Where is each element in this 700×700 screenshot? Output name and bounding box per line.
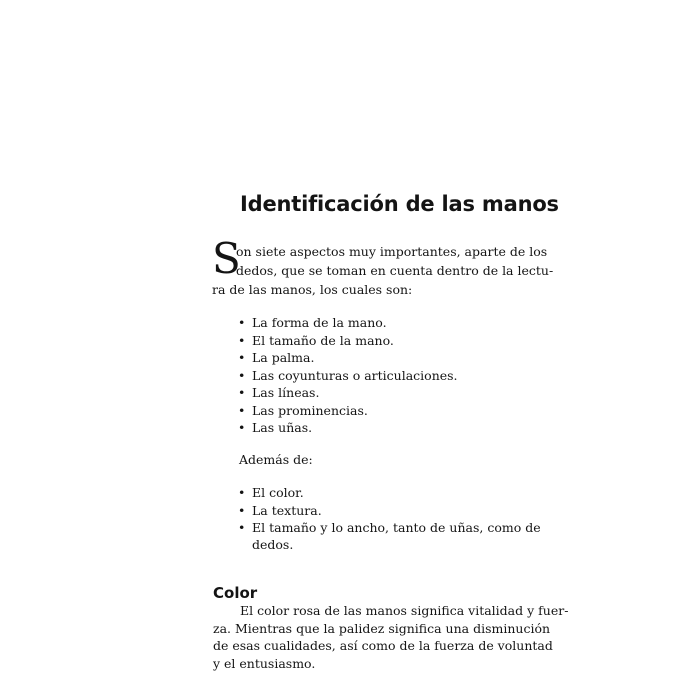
list-item-text: Las coyunturas o articulaciones. (252, 367, 458, 383)
list-item-text: Las prominencias. (252, 402, 368, 418)
bullet-icon: • (238, 315, 246, 330)
list-item (238, 502, 547, 520)
section-heading: Color (213, 584, 258, 602)
list-item (238, 349, 458, 367)
list-item-text: La palma. (252, 350, 315, 365)
list-item (238, 402, 458, 420)
intro-line: dedos, que se toman en cuenta dentro de la lectu- (236, 263, 554, 278)
drop-cap: S (212, 234, 241, 283)
extras-list (238, 484, 547, 553)
color-paragraph (213, 602, 569, 672)
bullet-icon: • (238, 520, 246, 535)
bullet-icon: • (238, 350, 246, 365)
list-item (238, 367, 458, 385)
list-item-text: La forma de la mano. (252, 315, 387, 330)
paragraph-line: El color rosa de las manos significa vitalidad y fuer- (240, 603, 569, 618)
page-title: Identificación de las manos (240, 192, 559, 216)
list-item-text: Las uñas. (252, 420, 313, 435)
paragraph-line: y el entusiasmo. (213, 655, 316, 671)
bullet-icon: • (238, 402, 246, 418)
bullet-icon: • (238, 485, 246, 500)
ademas-label: Además de: (239, 452, 313, 467)
list-item (238, 384, 458, 402)
aspects-list (238, 314, 458, 437)
paragraph-line: za. Mientras que la palidez significa una disminución (213, 620, 551, 636)
list-item (238, 332, 458, 350)
list-item-text: Las líneas. (252, 385, 320, 400)
list-item-text: El tamaño y lo ancho, tanto de uñas, como de dedos. (252, 520, 541, 552)
list-item-text: El color. (252, 485, 304, 500)
bullet-icon: • (238, 332, 246, 348)
list-item (238, 314, 458, 332)
bullet-icon: • (238, 385, 246, 400)
list-item-text: El tamaño de la mano. (252, 332, 394, 348)
intro-line: on siete aspectos muy importantes, aparte de los (236, 244, 548, 259)
list-item-text: La textura. (252, 502, 322, 518)
paragraph-line: de esas cualidades, así como de la fuerza de voluntad (213, 638, 553, 653)
bullet-icon: • (238, 420, 246, 435)
list-item (238, 419, 458, 437)
list-item (238, 519, 547, 553)
bullet-icon: • (238, 367, 246, 383)
bullet-icon: • (238, 502, 246, 518)
intro-paragraph (212, 234, 554, 299)
intro-line: ra de las manos, los cuales son: (212, 282, 413, 297)
list-item (238, 484, 547, 502)
